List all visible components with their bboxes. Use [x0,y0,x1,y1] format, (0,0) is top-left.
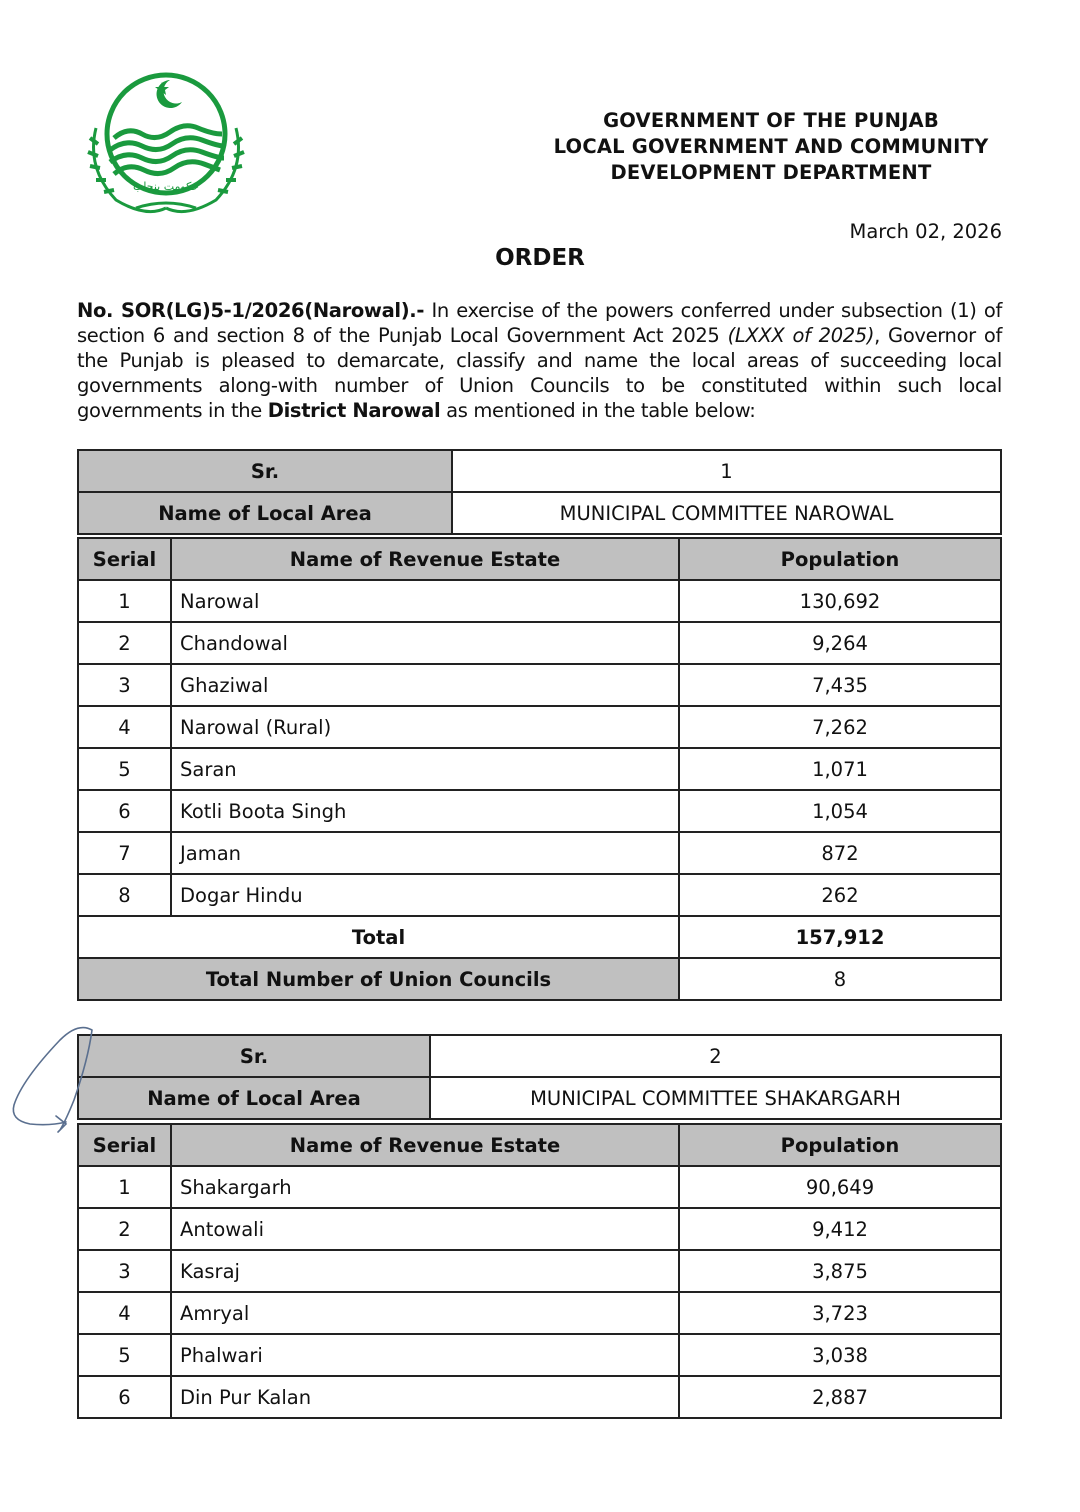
sr-label: Sr. [78,450,452,492]
population-cell: 3,875 [679,1250,1001,1292]
department-header [540,108,1002,186]
act-reference: (LXXX of 2025) [727,324,875,347]
union-councils-label: Total Number of Union Councils [78,958,679,1000]
population-cell: 7,435 [679,664,1001,706]
local-area-label: Name of Local Area [78,492,452,534]
local-area-2-estates-table [77,1123,1002,1419]
population-cell: 872 [679,832,1001,874]
estate-cell: Narowal (Rural) [171,706,679,748]
handwritten-initial-icon [0,1020,110,1140]
table-row [78,1166,1001,1208]
estate-cell: Narowal [171,580,679,622]
header-line-2: LOCAL GOVERNMENT AND COMMUNITY [553,135,989,158]
population-cell: 7,262 [679,706,1001,748]
table-row [78,1250,1001,1292]
local-area-value: MUNICIPAL COMMITTEE NAROWAL [452,492,1001,534]
order-date: March 02, 2026 [849,220,1002,243]
population-cell: 9,264 [679,622,1001,664]
sr-row [78,1035,1001,1077]
sr-value: 2 [430,1035,1001,1077]
table-row [78,790,1001,832]
serial-cell: 6 [78,1376,171,1418]
column-header-row [78,538,1001,580]
table-row [78,706,1001,748]
population-cell: 90,649 [679,1166,1001,1208]
local-area-2-header-table [77,1034,1002,1120]
estate-cell: Kasraj [171,1250,679,1292]
local-area-row [78,492,1001,534]
serial-cell: 4 [78,706,171,748]
table-row [78,832,1001,874]
population-cell: 262 [679,874,1001,916]
union-councils-value: 8 [679,958,1001,1000]
population-cell: 2,887 [679,1376,1001,1418]
estate-cell: Kotli Boota Singh [171,790,679,832]
estate-cell: Jaman [171,832,679,874]
header-line-1: GOVERNMENT OF THE PUNJAB [603,109,939,132]
serial-cell: 3 [78,664,171,706]
total-label: Total [78,916,679,958]
col-estate: Name of Revenue Estate [171,1124,679,1166]
col-serial: Serial [78,1124,171,1166]
estate-cell: Ghaziwal [171,664,679,706]
col-serial: Serial [78,538,171,580]
estate-cell: Chandowal [171,622,679,664]
total-row [78,916,1001,958]
order-text-1: In exercise of the powers conferred under subsection (1) of section 6 and section 8 of the Punjab Local Government Act 2025 [77,299,1003,347]
table-row [78,622,1001,664]
table-row [78,748,1001,790]
serial-cell: 1 [78,1166,171,1208]
col-population: Population [679,538,1001,580]
total-value: 157,912 [679,916,1001,958]
population-cell: 3,723 [679,1292,1001,1334]
serial-cell: 5 [78,748,171,790]
table-row [78,1376,1001,1418]
sr-value: 1 [452,450,1001,492]
col-population: Population [679,1124,1001,1166]
table-row [78,1334,1001,1376]
estate-cell: Antowali [171,1208,679,1250]
table-row [78,1208,1001,1250]
union-councils-row [78,958,1001,1000]
population-cell: 9,412 [679,1208,1001,1250]
header-line-3: DEVELOPMENT DEPARTMENT [610,161,932,184]
col-estate: Name of Revenue Estate [171,538,679,580]
serial-cell: 2 [78,1208,171,1250]
serial-cell: 1 [78,580,171,622]
serial-cell: 2 [78,622,171,664]
column-header-row [78,1124,1001,1166]
population-cell: 130,692 [679,580,1001,622]
estate-cell: Dogar Hindu [171,874,679,916]
order-text-3: as mentioned in the table below: [440,399,756,422]
serial-cell: 5 [78,1334,171,1376]
table-row [78,874,1001,916]
population-cell: 1,071 [679,748,1001,790]
svg-text:حکومت پنجاب: حکومت پنجاب [133,180,199,193]
local-area-value: MUNICIPAL COMMITTEE SHAKARGARH [430,1077,1001,1119]
sr-row [78,450,1001,492]
district-name: District Narowal [267,399,441,422]
order-number: No. SOR(LG)5-1/2026(Narowal).- [77,299,425,322]
table-row [78,664,1001,706]
estate-cell: Din Pur Kalan [171,1376,679,1418]
table-row [78,1292,1001,1334]
sr-label: Sr. [78,1035,430,1077]
table-row [78,580,1001,622]
estate-cell: Amryal [171,1292,679,1334]
serial-cell: 8 [78,874,171,916]
population-cell: 3,038 [679,1334,1001,1376]
estate-cell: Phalwari [171,1334,679,1376]
order-text-2: , Governor of the Punjab is pleased to demarcate, classify and name the local areas of succeeding local governments along-with number of Union Councils to be constituted within such local governments in the [77,324,1002,422]
population-cell: 1,054 [679,790,1001,832]
local-area-1-estates-table [77,537,1002,1001]
local-area-label: Name of Local Area [78,1077,430,1119]
page-title: ORDER [495,245,585,271]
local-area-row [78,1077,1001,1119]
order-paragraph [77,298,1002,423]
serial-cell: 6 [78,790,171,832]
serial-cell: 4 [78,1292,171,1334]
serial-cell: 3 [78,1250,171,1292]
punjab-government-logo-icon [76,68,256,224]
estate-cell: Shakargarh [171,1166,679,1208]
serial-cell: 7 [78,832,171,874]
local-area-1-header-table [77,449,1002,535]
estate-cell: Saran [171,748,679,790]
